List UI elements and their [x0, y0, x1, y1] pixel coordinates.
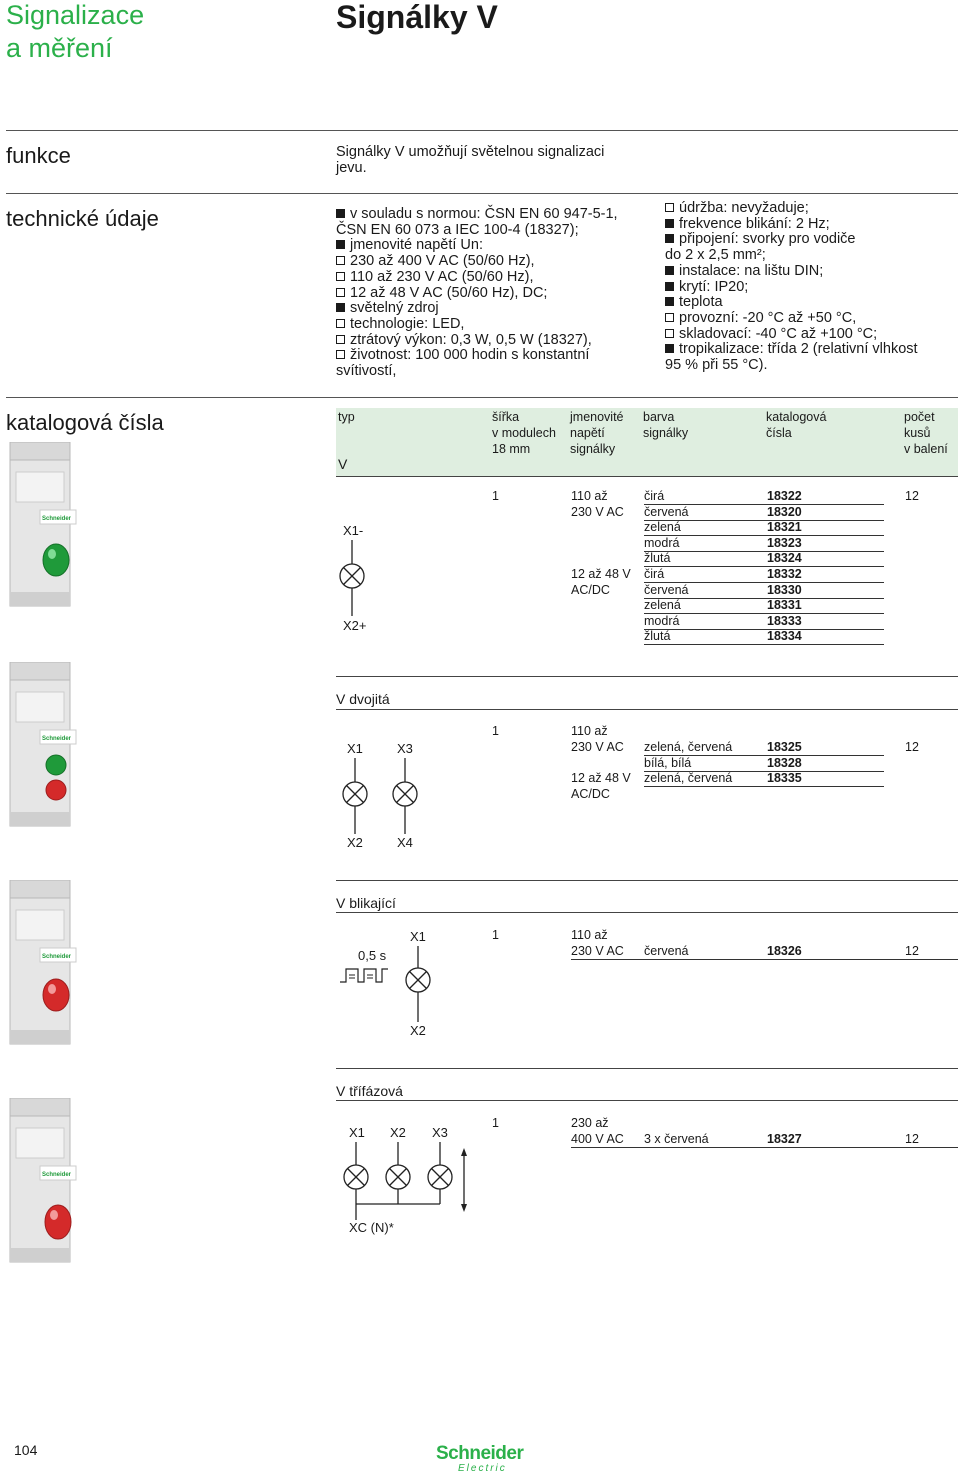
color-value: modrá [644, 535, 680, 550]
spec-line [336, 301, 618, 317]
header-sirka: 18 mm [492, 442, 531, 456]
spec-text: do 2 x 2,5 mm²; [665, 247, 766, 264]
spec-line [665, 264, 918, 280]
terminal-x2: X2 [390, 1125, 406, 1140]
divider [336, 1068, 958, 1069]
filled-square-bullet-icon [665, 266, 674, 275]
color-value: 3 x červená [644, 1132, 709, 1146]
spec-line [665, 201, 918, 217]
signal-lamp-photo [6, 442, 78, 612]
terminal-xc: XC (N)* [349, 1220, 394, 1235]
modules-value: 1 [492, 489, 499, 503]
variant-title-double: V dvojitá [336, 691, 390, 707]
row-underline [571, 1147, 958, 1148]
divider [336, 709, 958, 710]
terminal-x4: X4 [397, 835, 413, 850]
header-pocet: počet [904, 410, 935, 424]
spec-text: ztrátový výkon: 0,3 W, 0,5 W (18327), [350, 331, 592, 348]
voltage-value: 110 až [571, 928, 608, 942]
voltage-value: 110 až [571, 489, 608, 503]
divider [336, 1100, 958, 1101]
catalog-number: 18328 [767, 755, 802, 770]
voltage-value: 230 až [571, 1116, 609, 1130]
terminal-x2: X2 [347, 835, 363, 850]
voltage-value: 400 V AC [571, 1132, 624, 1146]
voltage-value: 12 až 48 V [571, 771, 631, 785]
catalog-number: 18334 [767, 629, 802, 644]
voltage-value: 110 až [571, 724, 608, 738]
spec-text: 110 až 230 V AC (50/60 Hz), [350, 268, 534, 285]
filled-square-bullet-icon [665, 234, 674, 243]
spec-text: skladovací: -40 °C až +100 °C; [679, 325, 878, 342]
spec-line [665, 342, 918, 358]
color-value: žlutá [644, 551, 671, 566]
catalog-number: 18331 [767, 598, 802, 613]
open-square-bullet-icon [336, 288, 345, 297]
spec-line [665, 327, 918, 343]
spec-text: životnost: 100 000 hodin s konstantní [350, 347, 590, 364]
spec-line [336, 317, 618, 333]
row-underline [644, 613, 884, 614]
spec-text: instalace: na lištu DIN; [679, 262, 824, 279]
spec-text: technologie: LED, [350, 315, 465, 332]
color-value: čirá [644, 489, 665, 503]
catalog-number: 18322 [767, 489, 802, 503]
page-number: 104 [14, 1442, 38, 1458]
header-katalog: katalogová [766, 410, 827, 424]
voltage-value: AC/DC [571, 583, 610, 597]
lamp-symbol-icon [336, 540, 368, 618]
row-underline [644, 644, 884, 645]
spec-text: krytí: IP20; [679, 278, 749, 295]
header-katalog: čísla [766, 426, 792, 440]
header-sirka: šířka [492, 410, 520, 424]
page-title: Signálky V [336, 0, 498, 35]
spec-text: jmenovité napětí Un: [350, 237, 483, 254]
divider [336, 476, 958, 477]
header-pocet: v balení [904, 442, 948, 456]
spec-text: svítivostí, [336, 363, 397, 380]
header-napeti: napětí [570, 426, 605, 440]
divider [336, 880, 958, 881]
spec-line [336, 254, 618, 270]
spec-text: tropikalizace: třída 2 (relativní vlhkost [679, 341, 918, 358]
brand-subname: Electric [458, 1463, 507, 1474]
row-underline [644, 786, 884, 787]
filled-square-bullet-icon [665, 297, 674, 306]
spec-line [665, 248, 918, 264]
header-barva: barva [643, 410, 675, 424]
catalog-number: 18326 [767, 944, 802, 958]
funkce-text [336, 145, 604, 176]
divider [336, 912, 958, 913]
tech-column-1 [336, 207, 618, 380]
row-underline [644, 566, 884, 567]
color-value: modrá [644, 613, 680, 628]
variant-title-blink: V blikající [336, 895, 396, 911]
header-sirka: v modulech [492, 426, 556, 440]
row-underline [644, 629, 884, 630]
open-square-bullet-icon [336, 272, 345, 281]
funkce-text-line: jevu. [336, 159, 367, 176]
row-underline [571, 959, 958, 960]
terminal-x3: X3 [432, 1125, 448, 1140]
qty-value: 12 [905, 740, 919, 754]
qty-value: 12 [905, 489, 919, 503]
filled-square-bullet-icon [665, 282, 674, 291]
color-value: bílá, bílá [644, 755, 692, 770]
voltage-value: 12 až 48 V [571, 567, 631, 581]
catalog-number: 18335 [767, 771, 802, 786]
spec-text: teplota [679, 294, 723, 311]
table-header [336, 408, 958, 476]
signal-lamp-three-phase-photo [6, 1098, 78, 1268]
brand-name: Schneider [436, 1443, 524, 1464]
header-typ-v: V [338, 456, 348, 472]
lamp-symbol-icon [402, 946, 434, 1024]
divider [6, 397, 958, 398]
color-value: čirá [644, 567, 665, 581]
header-napeti: jmenovité [570, 410, 624, 424]
row-underline [644, 551, 884, 552]
terminal-x2: X2+ [343, 618, 367, 633]
spec-line [336, 364, 618, 380]
spec-line [336, 238, 618, 254]
section-title-line1: Signalizace [6, 0, 145, 30]
catalog-number: 18332 [767, 567, 802, 581]
terminal-x1: X1 [349, 1125, 365, 1140]
modules-value: 1 [492, 928, 499, 942]
terminal-x1: X1 [347, 741, 363, 756]
color-value: červená [644, 582, 689, 597]
color-value: zelená, červená [644, 771, 733, 786]
color-value: zelená [644, 520, 681, 535]
three-phase-lamp-symbol-icon [340, 1142, 470, 1222]
funkce-text-line: Signálky V umožňují světelnou signalizaci [336, 144, 605, 160]
voltage-value: 230 V AC [571, 740, 624, 754]
spec-text: údržba: nevyžaduje; [679, 200, 809, 216]
voltage-value: 230 V AC [571, 505, 624, 519]
spec-text: v souladu s normou: ČSN EN 60 947-5-1, [350, 206, 618, 222]
spec-line [336, 270, 618, 286]
header-napeti: signálky [570, 442, 616, 456]
terminal-x1: X1- [343, 523, 364, 538]
signal-lamp-double-photo [6, 662, 78, 832]
header-typ: typ [338, 410, 355, 424]
spec-line [665, 280, 918, 296]
filled-square-bullet-icon [665, 219, 674, 228]
qty-value: 12 [905, 944, 919, 958]
spec-line [665, 217, 918, 233]
color-value: červená [644, 944, 689, 958]
schneider-logo [436, 1444, 531, 1475]
spec-line [336, 223, 618, 239]
modules-value: 1 [492, 1116, 499, 1130]
catalog-label: katalogová čísla [6, 410, 164, 435]
header-barva: signálky [643, 426, 689, 440]
catalog-number: 18327 [767, 1132, 802, 1146]
color-value: žlutá [644, 629, 671, 644]
open-square-bullet-icon [665, 329, 674, 338]
spec-text: 230 až 400 V AC (50/60 Hz), [350, 253, 535, 270]
tech-label: technické údaje [6, 206, 159, 231]
spec-text: frekvence blikání: 2 Hz; [679, 215, 830, 232]
catalog-number: 18323 [767, 535, 802, 550]
double-lamp-symbol-icon [338, 758, 424, 836]
section-title-line2: a měření [6, 33, 113, 63]
modules-value: 1 [492, 724, 499, 738]
color-value: zelená [644, 598, 681, 613]
signal-lamp-blink-photo [6, 880, 78, 1050]
blink-pulse-icon [340, 966, 392, 986]
funkce-label: funkce [6, 143, 71, 168]
terminal-x1: X1 [410, 929, 426, 944]
spec-line [665, 311, 918, 327]
spec-text: ČSN EN 60 073 a IEC 100-4 (18327); [336, 221, 579, 238]
spec-line [665, 295, 918, 311]
catalog-number: 18330 [767, 582, 802, 597]
spec-text: připojení: svorky pro vodiče [679, 231, 856, 248]
spec-text: 12 až 48 V AC (50/60 Hz), DC; [350, 284, 548, 301]
color-value: zelená, červená [644, 740, 733, 754]
voltage-value: 230 V AC [571, 944, 624, 958]
filled-square-bullet-icon [665, 344, 674, 353]
variant-title-three-phase: V třífázová [336, 1083, 403, 1099]
voltage-value: AC/DC [571, 787, 610, 801]
catalog-number: 18325 [767, 740, 802, 754]
open-square-bullet-icon [336, 256, 345, 265]
spec-line [665, 358, 918, 374]
row-underline [644, 535, 884, 536]
open-square-bullet-icon [665, 313, 674, 322]
catalog-number: 18333 [767, 613, 802, 628]
catalog-number: 18320 [767, 504, 802, 519]
qty-value: 12 [905, 1132, 919, 1146]
spec-line [336, 348, 618, 364]
open-square-bullet-icon [336, 335, 345, 344]
divider [6, 130, 958, 131]
catalog-number: 18324 [767, 551, 802, 566]
divider [6, 193, 958, 194]
svg-text:Schneider: Schneider [42, 516, 72, 522]
spec-line [336, 207, 618, 223]
spec-text: 95 % při 55 °C). [665, 357, 768, 374]
open-square-bullet-icon [336, 319, 345, 328]
spec-line [665, 232, 918, 248]
filled-square-bullet-icon [336, 240, 345, 249]
terminal-x2: X2 [410, 1023, 426, 1038]
spec-line [336, 333, 618, 349]
spec-text: provozní: -20 °C až +50 °C, [679, 309, 857, 326]
tech-column-2 [665, 201, 918, 374]
svg-text:Schneider: Schneider [42, 736, 72, 742]
spec-text: světelný zdroj [350, 300, 439, 317]
terminal-x3: X3 [397, 741, 413, 756]
spec-line [336, 286, 618, 302]
svg-text:Schneider: Schneider [42, 1172, 72, 1178]
svg-text:Schneider: Schneider [42, 954, 72, 960]
blink-period: 0,5 s [358, 948, 387, 963]
open-square-bullet-icon [665, 203, 674, 212]
open-square-bullet-icon [336, 350, 345, 359]
header-pocet: kusů [904, 426, 931, 440]
divider [336, 676, 958, 677]
filled-square-bullet-icon [336, 209, 345, 218]
color-value: červená [644, 504, 689, 519]
catalog-number: 18321 [767, 520, 802, 535]
filled-square-bullet-icon [336, 303, 345, 312]
